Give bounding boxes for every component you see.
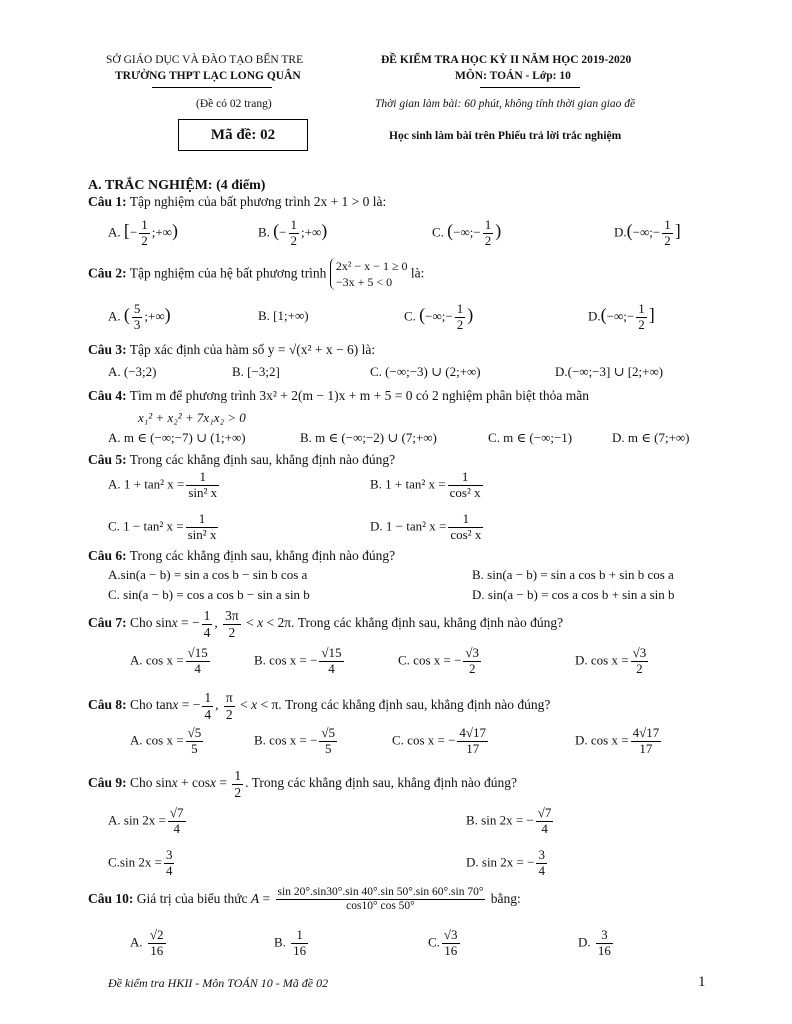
q10-option-d[interactable]: D. $\frac{3}{16}$ <box>578 927 611 958</box>
q10-option-b[interactable]: B. $\frac{1}{16}$ <box>274 927 307 958</box>
q8-option-b[interactable]: B. cos x = − $\frac{√5}{5}$ <box>254 725 336 756</box>
q8-option-a[interactable]: A. cos x = $\frac{√5}{5}$ <box>130 725 202 756</box>
q5-option-a[interactable]: A. 1 + tan² x = $\frac{1}{\text{sin² x}}$ <box>108 469 218 500</box>
q1-option-d[interactable]: D.(−∞;− $\frac{1}{2}$ ] <box>614 217 681 248</box>
q6-option-b[interactable]: B. sin(a − b) = sin a cos b + sin b cos a <box>472 567 674 582</box>
question-1 <box>88 194 386 210</box>
question-text: Tập nghiệm của bất phương trình 2x + 1 > 0 là: <box>129 194 387 209</box>
inequality-system: 2x² − x − 1 ≥ 0 −3x + 5 < 0 <box>330 258 408 290</box>
header-underline-left <box>152 87 272 88</box>
q3-option-d[interactable]: D.(−∞;−3] ∪ [2;+∞) <box>555 364 664 379</box>
subject-line: MÔN: TOÁN - Lớp: 10 <box>455 70 571 82</box>
time-note: Thời gian làm bài: 60 phút, không tính thời gian giao đề <box>375 98 636 110</box>
question-text: Tập nghiệm của hệ bất phương trình <box>129 265 327 281</box>
q2-option-a[interactable]: A. ( $\frac{5}{3}$ ;+∞) <box>108 301 171 332</box>
q10-option-c[interactable]: C. $\frac{√3}{16}$ <box>428 927 458 958</box>
pages-note: (Đề có 02 trang) <box>196 98 272 110</box>
q1-option-c[interactable]: C. (−∞;− $\frac{1}{2}$ ) <box>432 217 502 248</box>
footer-text: Đề kiểm tra HKII - Môn TOÁN 10 - Mã đề 02 <box>108 976 329 990</box>
q6-option-d[interactable]: D. sin(a − b) = cos a cos b + sin a sin b <box>472 587 675 602</box>
q5-option-c[interactable]: C. 1 − tan² x = $\frac{1}{\text{sin² x}}$ <box>108 511 217 542</box>
department-name: SỞ GIÁO DỤC VÀ ĐÀO TẠO BẾN TRE <box>106 54 304 66</box>
q4-option-c[interactable]: C. m ∈ (−∞;−1) <box>488 430 573 445</box>
q3-option-c[interactable]: C. (−∞;−3) ∪ (2;+∞) <box>370 364 481 379</box>
q3-option-a[interactable]: A. (−3;2) <box>108 364 157 379</box>
q2-option-c[interactable]: C. (−∞;− $\frac{1}{2}$ ) <box>404 301 474 332</box>
q6-option-a[interactable]: A.sin(a − b) = sin a cos b − sin b cos a <box>108 567 308 582</box>
q8-option-c[interactable]: C. cos x = − $\frac{4√17}{17}$ <box>392 725 487 756</box>
question-3: Câu 3: Tập xác định của hàm số y = √(x² + x − 6) là: <box>88 342 376 357</box>
question-label: Câu 2: <box>88 265 127 281</box>
q9-option-b[interactable]: B. sin 2x = − $\frac{√7}{4}$ <box>466 805 552 836</box>
q9-option-c[interactable]: C.sin 2x = $\frac{3}{4}$ <box>108 847 173 878</box>
q7-option-a[interactable]: A. cos x = $\frac{√15}{4}$ <box>130 645 208 676</box>
q6-option-c[interactable]: C. sin(a − b) = cos a cos b − sin a sin b <box>108 587 310 602</box>
exam-code-box <box>178 119 308 151</box>
q4-option-d[interactable]: D. m ∈ (7;+∞) <box>612 430 690 445</box>
question-2: Câu 2: Tập nghiệm của hệ bất phương trình 2x² − x − 1 ≥ 0 −3x + 5 < 0 là: <box>88 259 425 290</box>
q8-option-d[interactable]: D. cos x = $\frac{4√17}{17}$ <box>575 725 660 756</box>
q4-option-b[interactable]: B. m ∈ (−∞;−2) ∪ (7;+∞) <box>300 430 437 445</box>
question-4: Câu 4: Tìm m để phương trình 3x² + 2(m − 1)x + m + 5 = 0 có 2 nghiệm phân biệt thỏa mãn <box>88 388 590 403</box>
q2-option-d[interactable]: D.(−∞;− $\frac{1}{2}$ ] <box>588 301 655 332</box>
q9-option-a[interactable]: A. sin 2x = $\frac{√7}{4}$ <box>108 805 184 836</box>
instruction: Học sinh làm bài trên Phiếu trả lời trắc nghiệm <box>389 130 622 142</box>
exam-code: Mã đề: 02 <box>210 127 276 143</box>
question-5: Câu 5: Trong các khẳng định sau, khẳng định nào đúng? <box>88 452 396 467</box>
question-8: Câu 8: Cho tanx = − $\frac{1}{4}$ , $\frac{\pi}{2}$ < x < π. Trong các khẳng định sau, khẳng định nào đúng? <box>88 690 551 722</box>
question-7: Câu 7: Cho sinx = − $\frac{1}{4}$ , $\frac{3\pi}{2}$ < x < 2π. Trong các khẳng định sau, khẳng định nào đúng? <box>88 608 564 640</box>
q1-option-a[interactable]: A. [− $\frac{1}{2}$ ;+∞) <box>108 217 178 248</box>
q1-option-b[interactable]: B. (− $\frac{1}{2}$ ;+∞) <box>258 217 328 248</box>
q2-option-b[interactable]: B. [1;+∞) <box>258 308 309 323</box>
q9-option-d[interactable]: D. sin 2x = − $\frac{3}{4}$ <box>466 847 545 878</box>
question-10: Câu 10: Giá trị của biểu thức A = $\frac{\sin 20^\circ.\sin 30^\circ.\sin 40^\circ.\sin 50^\circ.\sin 60^\circ.\sin 70^\circ}{\cos 10^\circ \cos 50^\circ}$ bằng: <box>88 886 521 913</box>
section-title: A. TRẮC NGHIỆM: (4 điểm) <box>88 178 266 193</box>
q5-option-b[interactable]: B. 1 + tan² x = $\frac{1}{\text{cos² x}}$ <box>370 469 481 500</box>
q3-option-b[interactable]: B. [−3;2] <box>232 364 280 379</box>
q7-option-c[interactable]: C. cos x = − $\frac{√3}{2}$ <box>398 645 480 676</box>
question-9: Câu 9: Cho sinx + cosx = $\frac{1}{2}$ . Trong các khẳng định sau, khẳng định nào đúng? <box>88 768 517 800</box>
q7-option-d[interactable]: D. cos x = $\frac{√3}{2}$ <box>575 645 647 676</box>
question-label: Câu 1: <box>88 194 127 209</box>
q7-option-b[interactable]: B. cos x = − $\frac{√15}{4}$ <box>254 645 342 676</box>
expression-fraction: $\frac{\sin 20^\circ.\sin 30^\circ.\sin 40^\circ.\sin 50^\circ.\sin 60^\circ.\sin 70^\circ}{\cos 10^\circ \cos 50^\circ}$ <box>277 886 484 913</box>
q5-option-d[interactable]: D. 1 − tan² x = $\frac{1}{\text{cos² x}}$ <box>370 511 482 542</box>
exam-title: ĐỀ KIỂM TRA HỌC KỲ II NĂM HỌC 2019-2020 <box>381 54 632 66</box>
page-number: 1 <box>698 974 706 990</box>
q4-condition: x₁² + x₂² + 7x₁x₂ > 0 <box>138 410 246 425</box>
q10-option-a[interactable]: A. $\frac{√2}{16}$ <box>130 927 164 958</box>
question-6: Câu 6: Trong các khẳng định sau, khẳng định nào đúng? <box>88 548 396 563</box>
header-underline-right <box>480 87 580 88</box>
school-name: TRƯỜNG THPT LẠC LONG QUÂN <box>115 70 301 82</box>
q4-option-a[interactable]: A. m ∈ (−∞;−7) ∪ (1;+∞) <box>108 430 246 445</box>
